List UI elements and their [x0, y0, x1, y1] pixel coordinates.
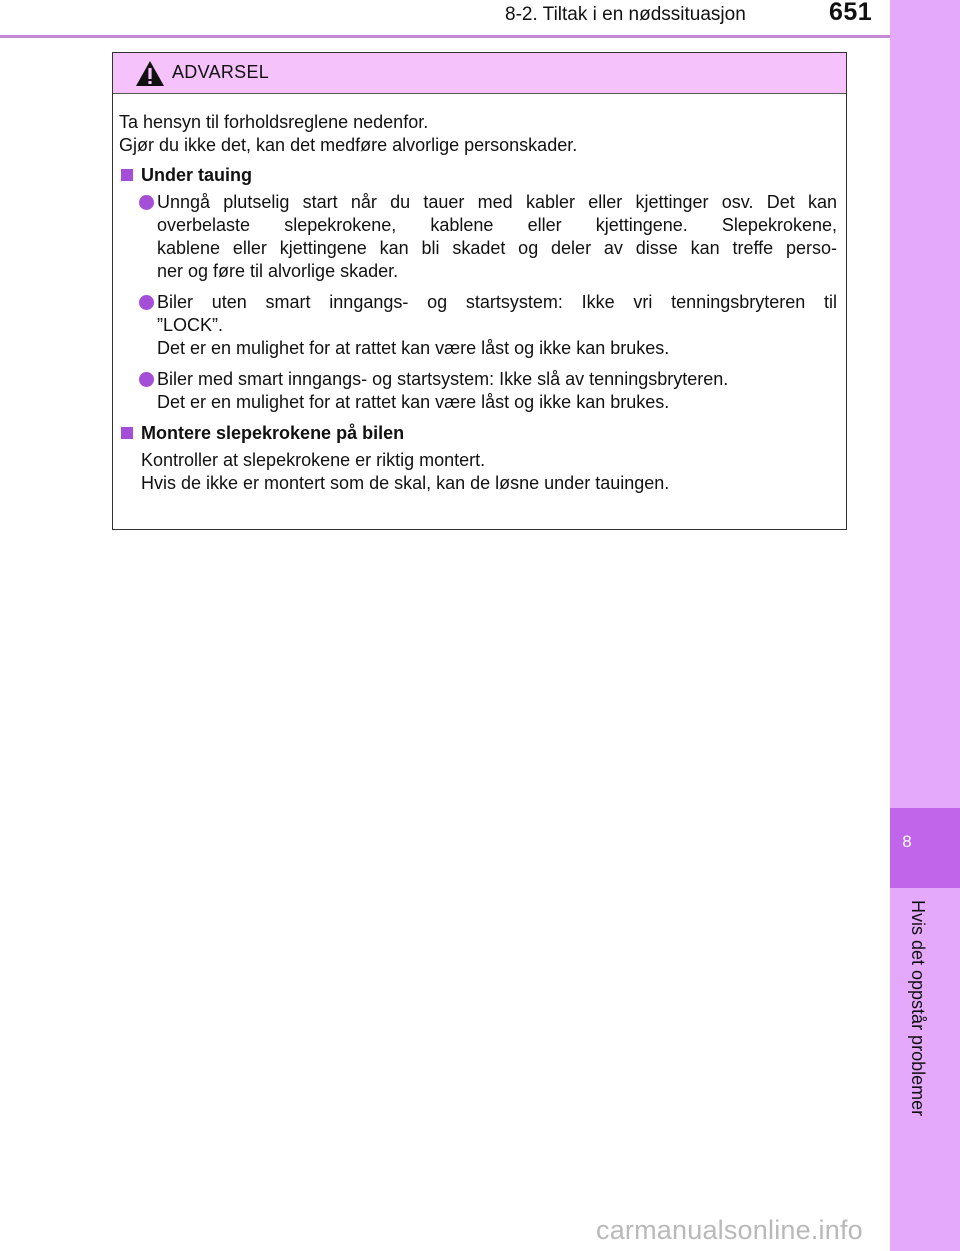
bullet-line: ”LOCK”. — [157, 315, 224, 335]
chapter-label: Hvis det oppstår problemer — [908, 900, 928, 1117]
warning-header — [113, 53, 846, 94]
section-title: 8-2. Tiltak i en nødssituasjon — [505, 4, 746, 25]
bullet-line: overbelaste slepekrokene, kablene eller kjettingene. Slepekrokene, — [157, 215, 837, 235]
bullet-line: Det er en mulighet for at rattet kan være låst og ikke kan brukes. — [157, 338, 670, 358]
square-bullet-icon — [121, 427, 133, 439]
section-paragraph — [119, 449, 837, 495]
bullet-line: Biler med smart inngangs- og startsystem: Ikke slå av tenningsbryteren. — [157, 369, 729, 389]
watermark: carmanualsonline.info — [596, 1215, 863, 1245]
chapter-number: 8 — [902, 832, 912, 851]
section-heading-text: Montere slepekrokene på bilen — [141, 423, 405, 443]
header-divider — [0, 35, 890, 38]
circle-bullet-icon — [139, 195, 154, 210]
section-heading-text: Under tauing — [141, 165, 252, 185]
bullet-line: Biler uten smart inngangs- og startsystem: Ikke vri tenningsbryteren til — [157, 292, 837, 312]
paragraph-line: Hvis de ikke er montert som de skal, kan de løsne under tauingen. — [141, 473, 670, 493]
square-bullet-icon — [121, 169, 133, 181]
warning-content — [119, 111, 837, 495]
warning-triangle-icon — [135, 60, 165, 87]
list-item — [119, 368, 837, 414]
warning-title: ADVARSEL — [172, 62, 270, 82]
bullet-line: kablene eller kjettingene kan bli skadet og deler av disse kan treffe perso- — [157, 238, 837, 258]
intro-line: Gjør du ikke det, kan det medføre alvorlige personskader. — [119, 135, 578, 155]
circle-bullet-icon — [139, 295, 154, 310]
paragraph-line: Kontroller at slepekrokene er riktig montert. — [141, 450, 486, 470]
intro-line: Ta hensyn til forholdsreglene nedenfor. — [119, 112, 429, 132]
bullet-line: Det er en mulighet for at rattet kan være låst og ikke kan brukes. — [157, 392, 670, 412]
warning-box — [112, 52, 847, 530]
bullet-line: Unngå plutselig start når du tauer med kabler eller kjettinger osv. Det kan — [157, 192, 837, 212]
intro-paragraph — [119, 111, 837, 157]
bullet-line: ner og føre til alvorlige skader. — [157, 261, 399, 281]
section-heading — [119, 422, 837, 445]
page-number: 651 — [829, 0, 873, 26]
section-heading — [119, 164, 837, 187]
list-item — [119, 291, 837, 360]
circle-bullet-icon — [139, 372, 154, 387]
list-item — [119, 191, 837, 283]
